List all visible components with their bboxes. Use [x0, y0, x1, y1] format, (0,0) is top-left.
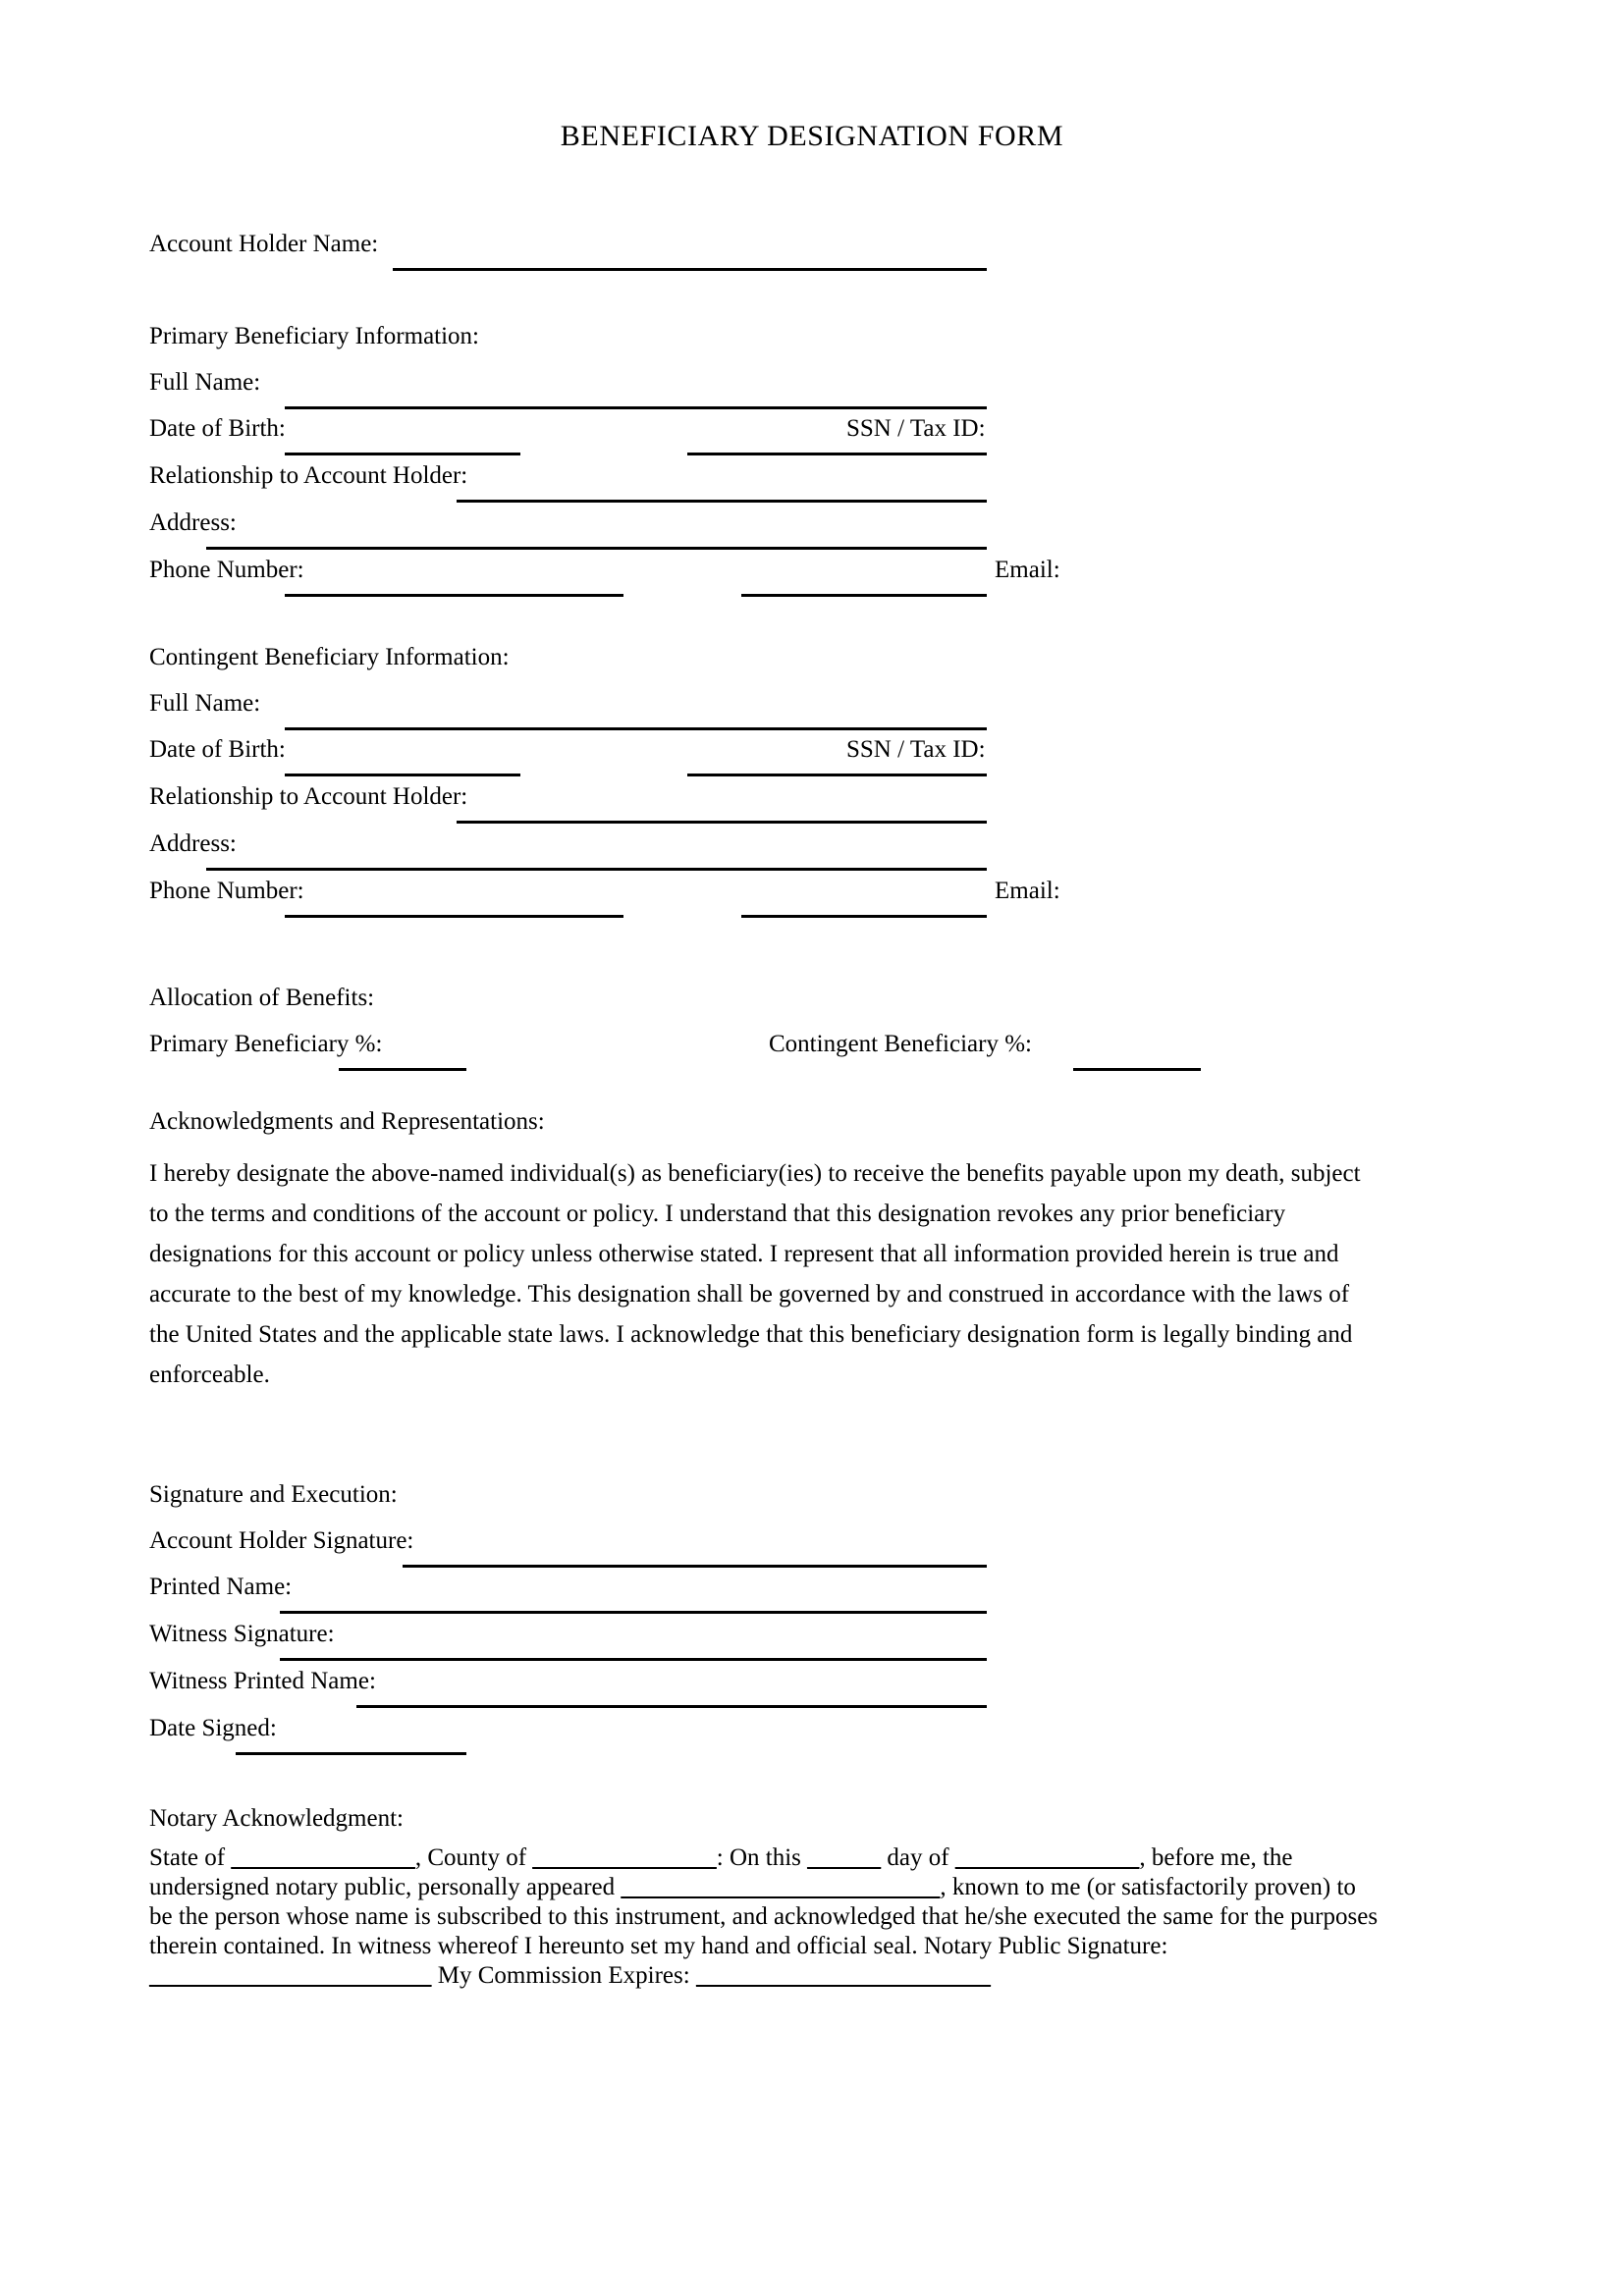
contingent-percent-label: Contingent Beneficiary %:	[769, 1031, 1032, 1057]
notary-acknowledgment-text	[149, 1843, 1384, 1991]
notary-state-blank[interactable]: _______________	[231, 1844, 415, 1871]
account-holder-signature-label: Account Holder Signature:	[149, 1527, 414, 1554]
contingent-relationship-rule[interactable]	[457, 821, 987, 824]
account-holder-name-label: Account Holder Name:	[149, 231, 379, 257]
allocation-heading: Allocation of Benefits:	[149, 985, 375, 1011]
witness-signature-label: Witness Signature:	[149, 1621, 335, 1647]
primary-address-rule[interactable]	[206, 547, 987, 550]
notary-heading: Notary Acknowledgment:	[149, 1805, 404, 1832]
printed-name-rule[interactable]	[280, 1611, 987, 1614]
notary-dayof-text: day of	[881, 1844, 955, 1871]
witness-printed-name-rule[interactable]	[356, 1705, 987, 1708]
contingent-ssn-label: SSN / Tax ID:	[846, 736, 986, 763]
page-title: BENEFICIARY DESIGNATION FORM	[560, 120, 1064, 152]
date-signed-label: Date Signed:	[149, 1715, 277, 1741]
notary-person-blank[interactable]: __________________________	[621, 1874, 941, 1900]
contingent-dob-rule[interactable]	[285, 774, 520, 776]
notary-month-blank[interactable]: _______________	[954, 1844, 1140, 1871]
primary-dob-label: Date of Birth:	[149, 415, 286, 442]
notary-onthis-text: : On this	[716, 1844, 808, 1871]
primary-ssn-rule[interactable]	[687, 453, 987, 455]
primary-dob-rule[interactable]	[285, 453, 520, 455]
contingent-full-name-rule[interactable]	[285, 727, 987, 730]
primary-full-name-label: Full Name:	[149, 369, 261, 396]
notary-known-text: , known to me (or satisfactorily proven) to be the person whose name is subscribed to this instrument, and acknowledged that he/she executed the same for the purposes therein contained. In witness whereof I hereunto set my hand and official seal. Notary Public Signature:	[149, 1874, 1379, 1959]
signature-heading: Signature and Execution:	[149, 1481, 398, 1508]
contingent-address-rule[interactable]	[206, 868, 987, 871]
notary-state-text: State of	[149, 1844, 232, 1871]
primary-percent-rule[interactable]	[339, 1068, 466, 1071]
notary-day-blank[interactable]: ______	[807, 1844, 882, 1871]
date-signed-rule[interactable]	[236, 1752, 466, 1755]
notary-beforeme-text: , before me, the undersigned notary public, personally appeared	[149, 1844, 1293, 1900]
primary-relationship-label: Relationship to Account Holder:	[149, 462, 468, 489]
primary-percent-label: Primary Beneficiary %:	[149, 1031, 383, 1057]
notary-county-blank[interactable]: _______________	[532, 1844, 717, 1871]
printed-name-label: Printed Name:	[149, 1574, 293, 1600]
primary-full-name-rule[interactable]	[285, 406, 987, 409]
contingent-phone-rule[interactable]	[285, 915, 623, 918]
notary-commission-text: My Commission Expires:	[431, 1962, 696, 1989]
primary-email-rule[interactable]	[741, 594, 987, 597]
primary-address-label: Address:	[149, 509, 237, 536]
account-holder-name-rule[interactable]	[393, 268, 987, 271]
primary-phone-rule[interactable]	[285, 594, 623, 597]
acknowledgments-body: I hereby designate the above-named individual(s) as beneficiary(ies) to receive the benefits payable upon my death, subject to the terms and conditions of the account or policy. I understand that this designation revokes any prior beneficiary designations for this account or policy unless otherwise stated. I represent that all information provided herein is true and accurate to the best of my knowledge. This designation shall be governed by and construed in accordance with the laws of the United States and the applicable state laws. I acknowledge that this beneficiary designation form is legally binding and enforceable.	[149, 1160, 1361, 1388]
contingent-address-label: Address:	[149, 830, 237, 857]
witness-printed-name-label: Witness Printed Name:	[149, 1668, 376, 1694]
notary-signature-blank[interactable]: _______________________	[149, 1962, 432, 1989]
primary-relationship-rule[interactable]	[457, 500, 987, 503]
account-holder-signature-rule[interactable]	[403, 1565, 987, 1568]
acknowledgments-heading: Acknowledgments and Representations:	[149, 1108, 545, 1135]
contingent-email-rule[interactable]	[741, 915, 987, 918]
contingent-percent-rule[interactable]	[1073, 1068, 1201, 1071]
contingent-phone-label: Phone Number:	[149, 878, 304, 904]
contingent-dob-label: Date of Birth:	[149, 736, 286, 763]
notary-county-text: , County of	[414, 1844, 533, 1871]
witness-signature-rule[interactable]	[280, 1658, 987, 1661]
contingent-full-name-label: Full Name:	[149, 690, 261, 717]
contingent-relationship-label: Relationship to Account Holder:	[149, 783, 468, 810]
primary-ssn-label: SSN / Tax ID:	[846, 415, 986, 442]
primary-phone-label: Phone Number:	[149, 557, 304, 583]
primary-email-label: Email:	[995, 557, 1060, 583]
contingent-beneficiary-heading: Contingent Beneficiary Information:	[149, 644, 510, 670]
contingent-email-label: Email:	[995, 878, 1060, 904]
contingent-ssn-rule[interactable]	[687, 774, 987, 776]
notary-commission-blank[interactable]: ________________________	[695, 1962, 991, 1989]
primary-beneficiary-heading: Primary Beneficiary Information:	[149, 323, 479, 349]
